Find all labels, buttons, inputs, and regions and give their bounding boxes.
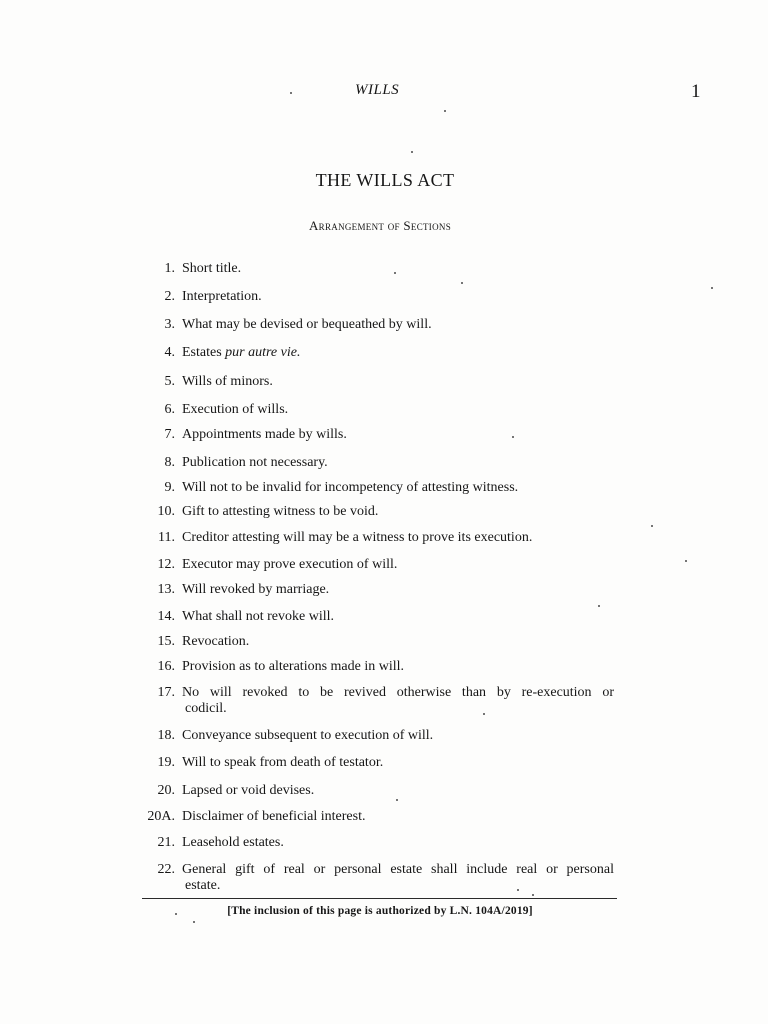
page-number: 1 bbox=[691, 81, 701, 102]
scan-speck bbox=[175, 913, 177, 915]
section-title: Appointments made by wills. bbox=[182, 427, 347, 442]
section-title-line-2: estate. bbox=[185, 878, 221, 893]
section-number: 3. bbox=[164, 317, 175, 332]
section-title: Gift to attesting witness to be void. bbox=[182, 504, 379, 519]
document-title: THE WILLS ACT bbox=[315, 170, 455, 190]
scan-speck bbox=[444, 110, 446, 112]
section-title: Will not to be invalid for incompetency of attesting witness. bbox=[182, 480, 519, 495]
section-number: 10. bbox=[157, 504, 175, 519]
section-title: Short title. bbox=[182, 261, 242, 276]
section-title: Provision as to alterations made in will. bbox=[182, 659, 405, 674]
scan-speck bbox=[512, 436, 514, 438]
section-number: 4. bbox=[164, 345, 175, 360]
section-title: Lapsed or void devises. bbox=[182, 783, 315, 798]
section-number: 6. bbox=[164, 402, 175, 417]
section-title: Execution of wills. bbox=[182, 402, 289, 417]
scan-speck bbox=[483, 713, 485, 715]
section-number: 20A. bbox=[147, 809, 175, 824]
scan-speck bbox=[411, 151, 413, 153]
section-number: 9. bbox=[164, 480, 175, 495]
section-number: 16. bbox=[157, 659, 175, 674]
section-number: 5. bbox=[164, 374, 175, 389]
section-number: 22. bbox=[157, 862, 175, 877]
scan-speck bbox=[532, 894, 534, 896]
section-title: Will revoked by marriage. bbox=[182, 582, 330, 597]
section-number: 20. bbox=[157, 783, 175, 798]
section-title-italic: pur autre vie. bbox=[225, 345, 301, 360]
section-title: Disclaimer of beneficial interest. bbox=[182, 809, 366, 824]
section-title: What shall not revoke will. bbox=[182, 609, 335, 624]
section-number: 2. bbox=[164, 289, 175, 304]
section-title-line-1: No will revoked to be revived otherwise than by re-execution or bbox=[182, 685, 614, 700]
section-number: 18. bbox=[157, 728, 175, 743]
section-number: 7. bbox=[164, 427, 175, 442]
section-number: 8. bbox=[164, 455, 175, 470]
section-number: 17. bbox=[157, 685, 175, 700]
scan-speck bbox=[517, 889, 519, 891]
section-number: 12. bbox=[157, 557, 175, 572]
section-title: Executor may prove execution of will. bbox=[182, 557, 398, 572]
scan-speck bbox=[290, 92, 292, 94]
running-title: WILLS bbox=[355, 82, 400, 98]
scan-speck bbox=[598, 605, 600, 607]
section-title: Conveyance subsequent to execution of will. bbox=[182, 728, 434, 743]
section-title-roman: Estates bbox=[182, 345, 226, 360]
section-title: Will to speak from death of testator. bbox=[182, 755, 384, 770]
section-title bbox=[182, 345, 614, 361]
section-title bbox=[182, 862, 614, 894]
scan-speck bbox=[685, 560, 687, 562]
section-title-line-1: General gift of real or personal estate shall include real or personal bbox=[182, 862, 614, 877]
section-title: What may be devised or bequeathed by will. bbox=[182, 317, 432, 332]
section-number: 13. bbox=[157, 582, 175, 597]
scan-speck bbox=[711, 287, 713, 289]
section-number: 1. bbox=[164, 261, 175, 276]
section-number: 21. bbox=[157, 835, 175, 850]
section-title: Revocation. bbox=[182, 634, 250, 649]
footer-rule bbox=[142, 898, 617, 899]
scan-speck bbox=[193, 921, 195, 923]
section-number: 14. bbox=[157, 609, 175, 624]
footer-note: [The inclusion of this page is authorized by L.N. 104A/2019] bbox=[227, 905, 533, 917]
section-title: Publication not necessary. bbox=[182, 455, 328, 470]
section-number: 19. bbox=[157, 755, 175, 770]
section-number: 15. bbox=[157, 634, 175, 649]
section-title bbox=[182, 685, 614, 717]
scan-speck bbox=[394, 272, 396, 274]
section-title: Leasehold estates. bbox=[182, 835, 284, 850]
scan-speck bbox=[651, 525, 653, 527]
section-title-line-2: codicil. bbox=[185, 701, 227, 716]
section-title: Creditor attesting will may be a witness to prove its execution. bbox=[182, 530, 533, 545]
scan-speck bbox=[461, 282, 463, 284]
section-number: 11. bbox=[158, 530, 175, 545]
section-title: Interpretation. bbox=[182, 289, 262, 304]
document-subtitle: Arrangement of Sections bbox=[308, 218, 452, 233]
section-title: Wills of minors. bbox=[182, 374, 273, 389]
scan-speck bbox=[396, 799, 398, 801]
